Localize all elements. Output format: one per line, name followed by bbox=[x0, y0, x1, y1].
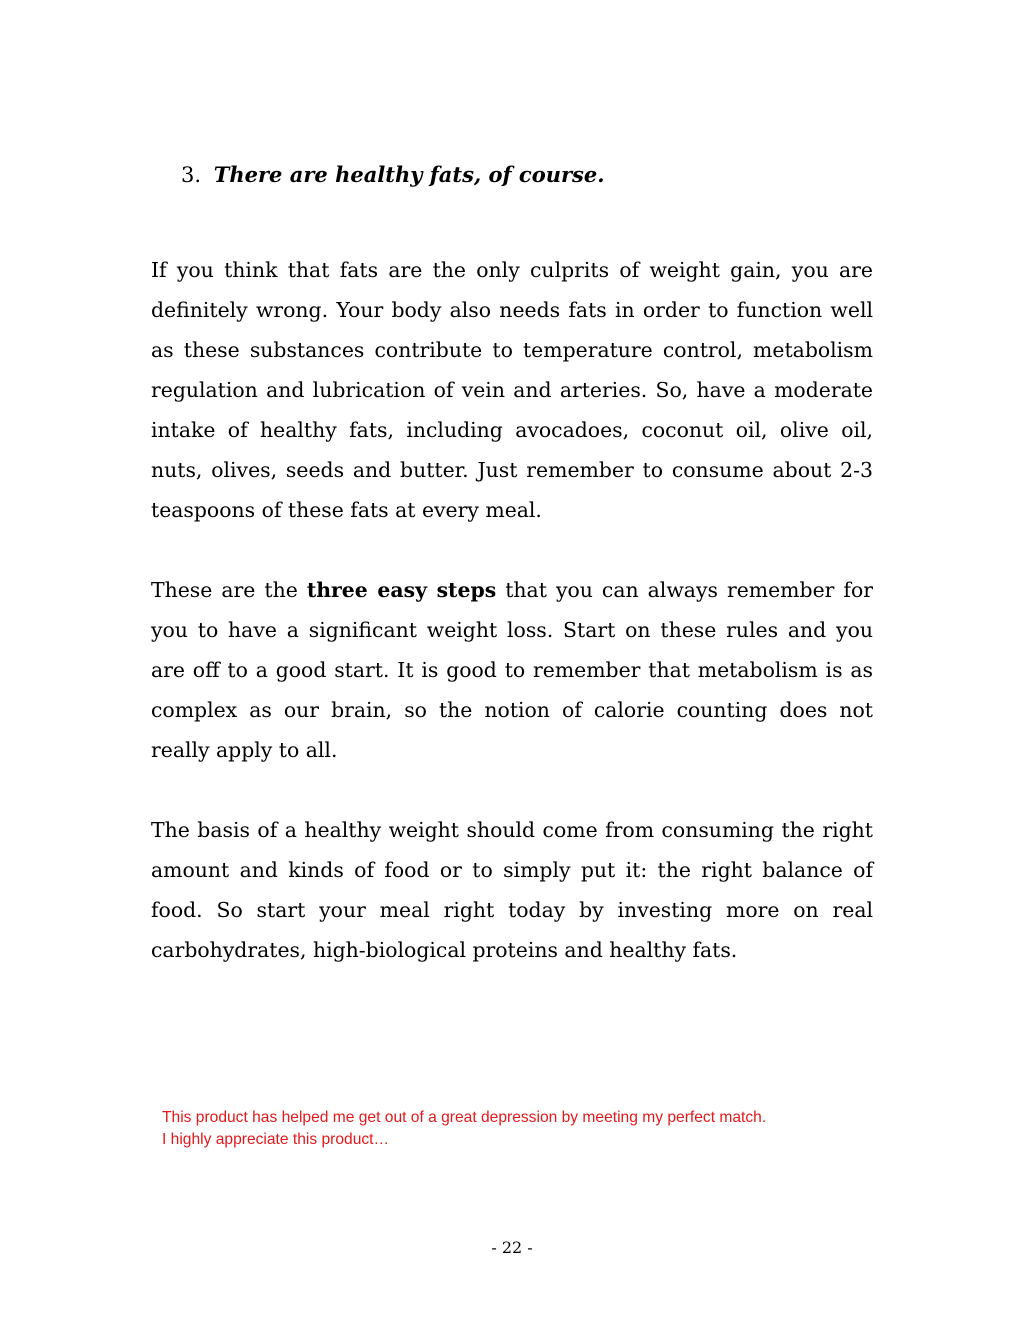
section-number: 3. bbox=[181, 163, 202, 187]
emphasis-three-easy-steps: three easy steps bbox=[306, 578, 497, 602]
promo-testimonial bbox=[162, 1107, 902, 1151]
section-title: There are healthy fats, of course. bbox=[213, 162, 605, 187]
section-heading bbox=[181, 158, 901, 192]
promo-line: This product has helped me get out of a great depression by meeting my perfect match. bbox=[162, 1109, 767, 1126]
page-number: - 22 - bbox=[491, 1238, 533, 1257]
paragraph-text: that you can always remember for you to have a significant weight loss. Start on these rules and you are off to a good start. It is good to remember that metabolism is as complex as our brain, so the notion of calorie counting does not really apply to all. bbox=[151, 578, 873, 762]
paragraph-three-steps bbox=[151, 570, 873, 770]
paragraph-healthy-weight-basis: The basis of a healthy weight should come from consuming the right amount and kinds of food or to simply put it: the right balance of food. So start your meal right today by investing more on real carbohydrates, high-biological proteins and healthy fats. bbox=[151, 818, 873, 962]
promo-line: I highly appreciate this product… bbox=[162, 1131, 390, 1148]
paragraph-healthy-fats: If you think that fats are the only culprits of weight gain, you are definitely wrong. Your body also needs fats in order to function well as these substances contribute to temperature control, metabolism regulation and lubrication of vein and arteries. So, have a moderate intake of healthy fats, including avocadoes, coconut oil, olive oil, nuts, olives, seeds and butter. Just remember to consume about 2-3 teaspoons of these fats at every meal. bbox=[151, 258, 873, 522]
paragraph-text: These are the bbox=[151, 578, 307, 602]
